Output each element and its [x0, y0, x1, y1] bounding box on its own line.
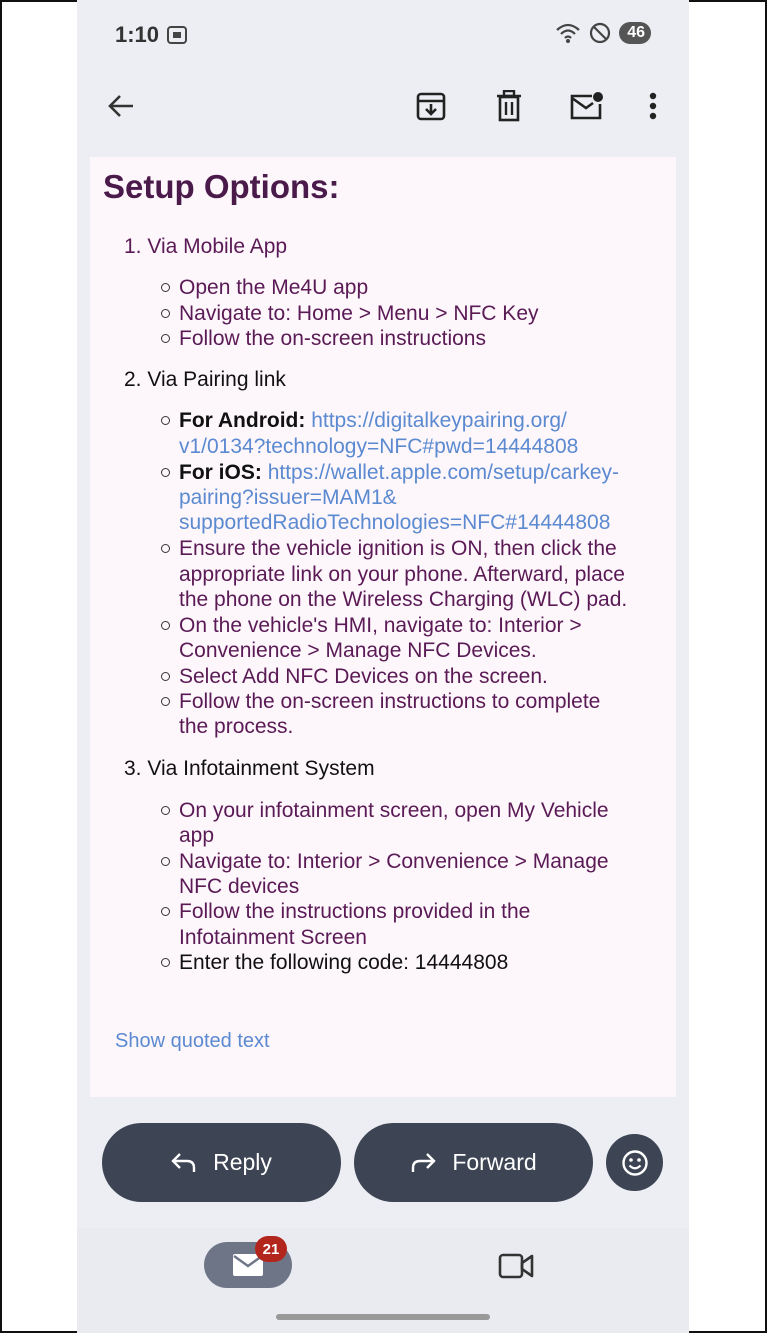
list-item-cont: Infotainment Screen	[179, 926, 367, 949]
list-item	[179, 408, 567, 433]
list-item: On the vehicle's HMI, navigate to: Interior >	[179, 614, 582, 637]
bullet	[161, 621, 170, 630]
bullet	[161, 468, 170, 477]
list-item: Navigate to: Interior > Convenience > Manage	[179, 850, 609, 873]
bullet	[161, 907, 170, 916]
bullet	[161, 544, 170, 553]
emoji-reaction-button[interactable]	[606, 1134, 663, 1191]
list-item-cont: Convenience > Manage NFC Devices.	[179, 639, 537, 662]
list-item-cont: the process.	[179, 715, 294, 738]
section-3-title: 3. Via Infotainment System	[124, 757, 375, 780]
bullet	[161, 416, 170, 425]
delete-button[interactable]	[491, 86, 527, 126]
trash-icon	[495, 90, 523, 122]
emoji-reaction-icon	[621, 1149, 649, 1177]
mark-unread-icon	[568, 91, 604, 121]
list-item-cont: app	[179, 824, 215, 847]
section-2-title: 2. Via Pairing link	[124, 368, 286, 391]
screenshot-icon	[167, 26, 187, 44]
bullet	[161, 309, 170, 318]
android-pairing-link[interactable]: https://digitalkeypairing.org/	[311, 409, 567, 432]
list-item: On your infotainment screen, open My Vehicle	[179, 799, 609, 822]
android-pairing-link-cont[interactable]: v1/0134?technology=NFC#pwd=14444808	[179, 435, 579, 458]
android-label: For Android:	[179, 409, 306, 432]
show-quoted-text-link[interactable]: Show quoted text	[115, 1030, 270, 1052]
reply-button[interactable]	[102, 1123, 341, 1202]
section-1-title: 1. Via Mobile App	[124, 235, 288, 258]
bullet	[161, 334, 170, 343]
more-options-button[interactable]	[643, 86, 663, 126]
bullet	[161, 806, 170, 815]
list-item: Follow the instructions provided in the	[179, 900, 531, 923]
ios-pairing-link[interactable]: https://wallet.apple.com/setup/carkey-	[267, 461, 620, 484]
archive-button[interactable]	[413, 86, 449, 126]
wifi-icon	[555, 22, 581, 44]
mark-unread-button[interactable]	[566, 86, 606, 126]
back-button[interactable]	[103, 86, 139, 126]
arrow-left-icon	[106, 91, 136, 121]
reply-icon	[171, 1152, 197, 1174]
list-item-cont: appropriate link on your phone. Afterward, place	[179, 563, 625, 586]
list-item: Navigate to: Home > Menu > NFC Key	[179, 302, 539, 325]
unread-count-badge: 21	[255, 1236, 287, 1262]
do-not-disturb-icon	[589, 22, 611, 44]
phone-screen	[77, 0, 689, 1333]
list-item: Open the Me4U app	[179, 276, 369, 299]
bullet	[161, 697, 170, 706]
list-item: Select Add NFC Devices on the screen.	[179, 665, 548, 688]
more-vertical-icon	[649, 92, 657, 120]
list-item-cont: the phone on the Wireless Charging (WLC) pad.	[179, 588, 628, 611]
forward-label: Forward	[452, 1149, 537, 1175]
reply-label: Reply	[213, 1149, 272, 1175]
bullet	[161, 672, 170, 681]
gesture-navigation-bar[interactable]	[276, 1314, 490, 1320]
bullet	[161, 958, 170, 967]
bullet	[161, 857, 170, 866]
forward-icon	[410, 1152, 436, 1174]
list-item: Enter the following code: 14444808	[179, 951, 509, 974]
forward-button[interactable]	[354, 1123, 593, 1202]
list-item	[179, 460, 619, 485]
battery-indicator: 46	[619, 22, 651, 44]
ios-pairing-link-cont[interactable]: pairing?issuer=MAM1&	[179, 486, 397, 509]
bullet	[161, 283, 170, 292]
list-item-cont: NFC devices	[179, 875, 300, 898]
ios-pairing-link-cont[interactable]: supportedRadioTechnologies=NFC#14444808	[179, 511, 611, 534]
meet-tab[interactable]	[498, 1252, 534, 1285]
status-time: 1:10	[115, 22, 160, 47]
list-item: Ensure the vehicle ignition is ON, then click the	[179, 537, 617, 560]
ios-label: For iOS:	[179, 461, 262, 484]
section-heading: Setup Options:	[103, 168, 340, 205]
list-item: Follow the on-screen instructions	[179, 327, 486, 350]
archive-icon	[415, 90, 447, 122]
list-item: Follow the on-screen instructions to complete	[179, 690, 601, 713]
video-camera-icon	[498, 1252, 534, 1280]
status-icons	[555, 22, 651, 44]
